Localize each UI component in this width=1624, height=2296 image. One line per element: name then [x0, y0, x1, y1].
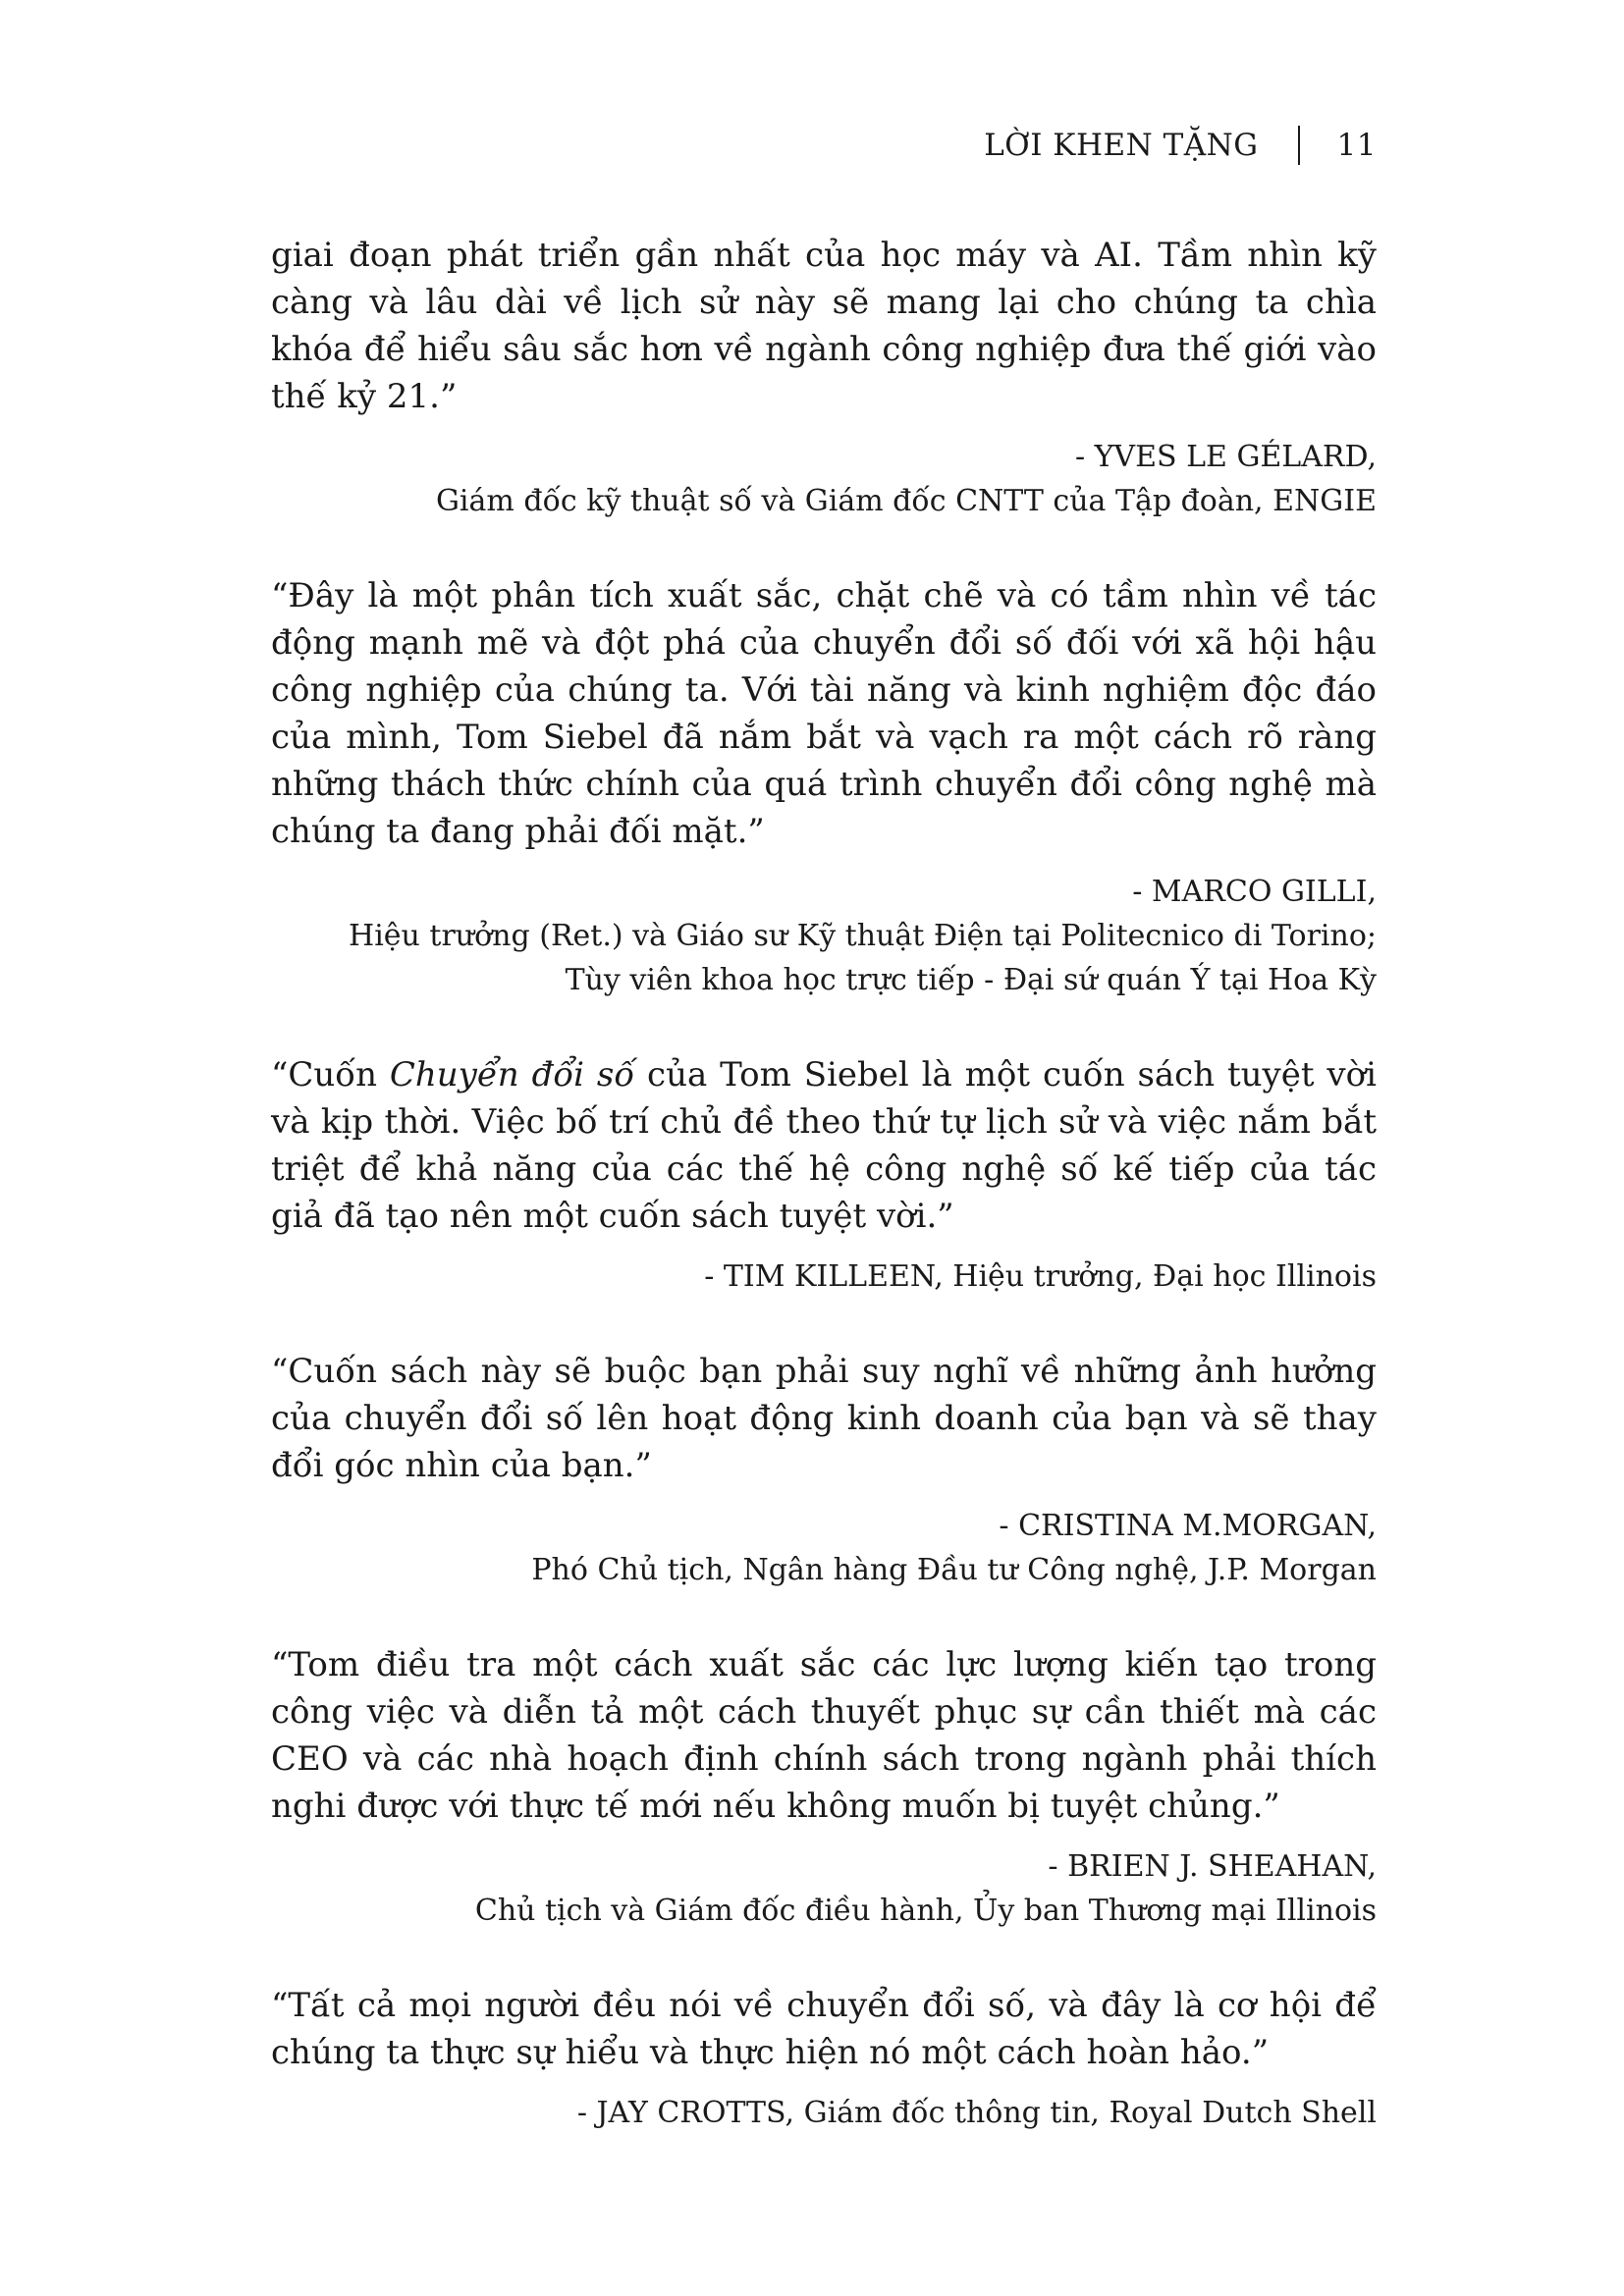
attribution-title: Giám đốc kỹ thuật số và Giám đốc CNTT của Tập đoàn, ENGIE: [435, 484, 1377, 518]
book-title-italic: Chuyển đổi số: [389, 1055, 635, 1095]
attribution-title: Hiệu trưởng (Ret.) và Giáo sư Kỹ thuật Điện tại Politecnico di Torino;: [349, 919, 1377, 953]
endorsement-quote: “Cuốn sách này sẽ buộc bạn phải suy nghĩ về những ảnh hưởng của chuyển đổi số lên hoạt động kinh doanh của bạn và sẽ thay đổi góc nhìn của bạn.”: [271, 1352, 1377, 1485]
attribution-name: - YVES LE GÉLARD,: [1074, 440, 1377, 474]
attribution-name: - MARCO GILLI,: [1132, 875, 1377, 909]
attribution-name: - JAY CROTTS, Giám đốc thông tin, Royal Dutch Shell: [576, 2096, 1377, 2130]
endorsement-cristina-morgan: [271, 1348, 1377, 1592]
endorsement-attribution: [271, 1844, 1377, 1933]
endorsement-marco-gilli: [271, 572, 1377, 1002]
quote-text: của Tom Siebel là một cuốn sách tuyệt vời và kịp thời. Việc bố trí chủ đề theo thứ tự lịch sử và việc nắm bắt triệt để khả năng của các thế hệ công nghệ số kế tiếp của tác giả đã tạo nên một cuốn sách tuyệt vời.”: [271, 1055, 1377, 1236]
running-header: [984, 126, 1377, 165]
endorsement-yves-le-gelard: [271, 232, 1377, 523]
endorsement-quote: “Đây là một phân tích xuất sắc, chặt chẽ và có tầm nhìn về tác động mạnh mẽ và đột phá của chuyển đổi số đối với xã hội hậu công nghiệp của chúng ta. Với tài năng và kinh nghiệm độc đáo của mình, Tom Siebel đã nắm bắt và vạch ra một cách rõ ràng những thách thức chính của quá trình chuyển đổi công nghệ mà chúng ta đang phải đối mặt.”: [271, 576, 1377, 851]
attribution-title: Chủ tịch và Giám đốc điều hành, Ủy ban Thương mại Illinois: [474, 1894, 1377, 1928]
endorsement-tim-killeen: [271, 1051, 1377, 1299]
endorsement-quote: “Tất cả mọi người đều nói về chuyển đổi số, và đây là cơ hội để chúng ta thực sự hiểu và thực hiện nó một cách hoàn hảo.”: [271, 1986, 1377, 2072]
attribution-title: Phó Chủ tịch, Ngân hàng Đầu tư Công nghệ, J.P. Morgan: [531, 1553, 1377, 1587]
attribution-name: - CRISTINA M.MORGAN,: [999, 1509, 1377, 1543]
header-divider: [1298, 126, 1300, 165]
endorsement-attribution: [271, 870, 1377, 1002]
endorsement-attribution: [271, 435, 1377, 523]
page-body: [271, 232, 1377, 2184]
attribution-name: - TIM KILLEEN, Hiệu trưởng, Đại học Illinois: [704, 1259, 1377, 1294]
endorsement-quote: giai đoạn phát triển gần nhất của học máy và AI. Tầm nhìn kỹ càng và lâu dài về lịch sử này sẽ mang lại cho chúng ta chìa khóa để hiểu sâu sắc hơn về ngành công nghiệp đưa thế giới vào thế kỷ 21.”: [271, 236, 1377, 416]
section-title: LỜI KHEN TẶNG: [984, 128, 1259, 163]
quote-text: “Cuốn: [271, 1055, 390, 1095]
endorsement-quote: [271, 1051, 1377, 1240]
endorsement-attribution: [271, 1255, 1377, 1299]
endorsement-brien-sheahan: [271, 1641, 1377, 1933]
endorsement-attribution: [271, 2091, 1377, 2135]
endorsement-jay-crotts: [271, 1982, 1377, 2135]
attribution-name: - BRIEN J. SHEAHAN,: [1048, 1849, 1377, 1884]
attribution-title: Tùy viên khoa học trực tiếp - Đại sứ quán Ý tại Hoa Kỳ: [565, 963, 1377, 997]
page-number: 11: [1336, 128, 1377, 163]
endorsement-attribution: [271, 1504, 1377, 1592]
endorsement-quote: “Tom điều tra một cách xuất sắc các lực lượng kiến tạo trong công việc và diễn tả một cách thuyết phục sự cần thiết mà các CEO và các nhà hoạch định chính sách trong ngành phải thích nghi được với thực tế mới nếu không muốn bị tuyệt chủng.”: [271, 1645, 1377, 1826]
